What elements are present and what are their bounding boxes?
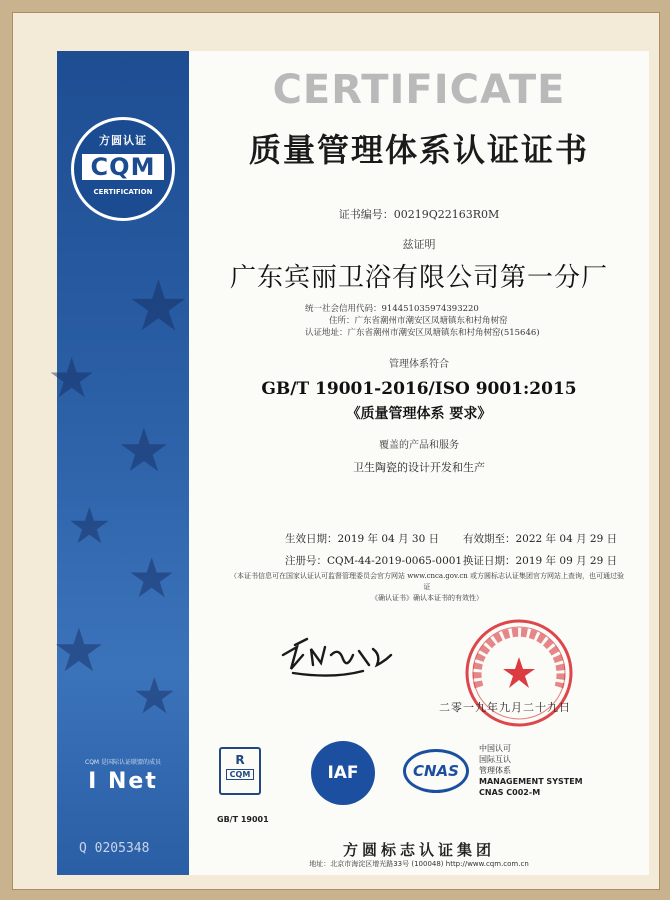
hereby-text: 兹证明 [402, 238, 436, 251]
blue-side-band [47, 51, 190, 875]
iaf-text: IAF [327, 763, 359, 783]
star-decoration: ★ [127, 265, 190, 347]
serial-number: Q 0205348 [79, 841, 150, 856]
cqm-logo [71, 117, 175, 221]
cnas-en-line-2: CNAS C002-M [479, 788, 541, 797]
star-decoration: ★ [132, 667, 177, 725]
star-decoration: ★ [52, 616, 106, 686]
verification-note-line1: （本证书信息可在国家认证认可监督管理委员会官方网站 www.cnca.gov.cn 或方圆标志认证集团官方网站上查询，也可通过验证 [229, 572, 625, 591]
verification-note [227, 571, 627, 604]
star-decoration: ★ [67, 497, 112, 555]
registration-number: 注册号：CQM-44-2019-0065-0001 [285, 555, 463, 567]
issuer-address: 地址：北京市海淀区增光路33号 (100048) http://www.cqm.com.cn [309, 860, 529, 868]
standard-code: GB/T 19001-2016/ISO 9001:2015 [261, 379, 577, 399]
star-decoration: ★ [117, 416, 171, 486]
star-decoration: ★ [127, 546, 177, 610]
company-address: 住所：广东省潮州市潮安区凤塘镇东和村角树窑 [329, 316, 508, 326]
inet-logo: I Net [88, 769, 158, 794]
certificate-paper [47, 51, 649, 875]
conform-label: 管理体系符合 [389, 359, 449, 370]
standard-name: 《质量管理体系 要求》 [346, 406, 492, 422]
issue-date: 二零一九年九月二十九日 [439, 701, 571, 714]
cnas-description [479, 743, 583, 798]
effective-date: 生效日期：2019 年 04 月 30 日 [285, 533, 440, 545]
cqm-logo-top-text: 方圆认证 [99, 134, 147, 147]
rcqm-mark [217, 747, 269, 824]
credit-code: 统一社会信用代码：914451035974393220 [305, 304, 479, 314]
company-name: 广东宾丽卫浴有限公司第一分厂 [229, 263, 608, 293]
handwritten-signature [273, 625, 413, 685]
issuer-name: 方圆标志认证集团 [342, 841, 495, 859]
certificate-frame [12, 12, 660, 890]
verification-note-line2: 《确认证书》确认本证书的有效性） [371, 594, 483, 602]
cnas-logo: CNAS [403, 749, 469, 793]
inet-caption: CQM 是国际认证联盟的成员 [85, 759, 161, 766]
scope-label: 覆盖的产品和服务 [379, 440, 459, 451]
rcqm-standard-label: GB/T 19001 [217, 815, 269, 824]
cnas-line-2: 国际互认 [479, 755, 511, 764]
certificate-title-cn: 质量管理体系认证证书 [248, 131, 589, 169]
certificate-content [189, 51, 649, 875]
cnas-line-3: 管理体系 [479, 766, 511, 775]
cnas-line-1: 中国认可 [479, 744, 511, 753]
scope-text: 卫生陶瓷的设计开发和生产 [353, 461, 485, 474]
certificate-title-en: CERTIFICATE [272, 67, 566, 113]
certificate-number: 证书编号：00219Q22163R0M [338, 208, 500, 221]
expiry-date: 有效期至：2022 年 04 月 29 日 [463, 533, 618, 545]
cqm-logo-main-text: CQM [82, 154, 164, 180]
certified-address: 认证地址：广东省潮州市潮安区凤塘镇东和村角树窑(515646) [305, 328, 540, 338]
accreditation-logos [217, 741, 639, 824]
rcqm-q-text: CQM [226, 769, 254, 780]
star-decoration: ★ [47, 346, 97, 410]
rcqm-r-text: R [235, 753, 245, 767]
renewal-date: 换证日期：2019 年 09 月 29 日 [463, 555, 618, 567]
company-info [305, 303, 540, 339]
cqm-logo-bottom-text: CERTIFICATION [93, 188, 153, 196]
cnas-en-line-1: MANAGEMENT SYSTEM [479, 777, 583, 786]
iaf-logo [311, 741, 375, 805]
